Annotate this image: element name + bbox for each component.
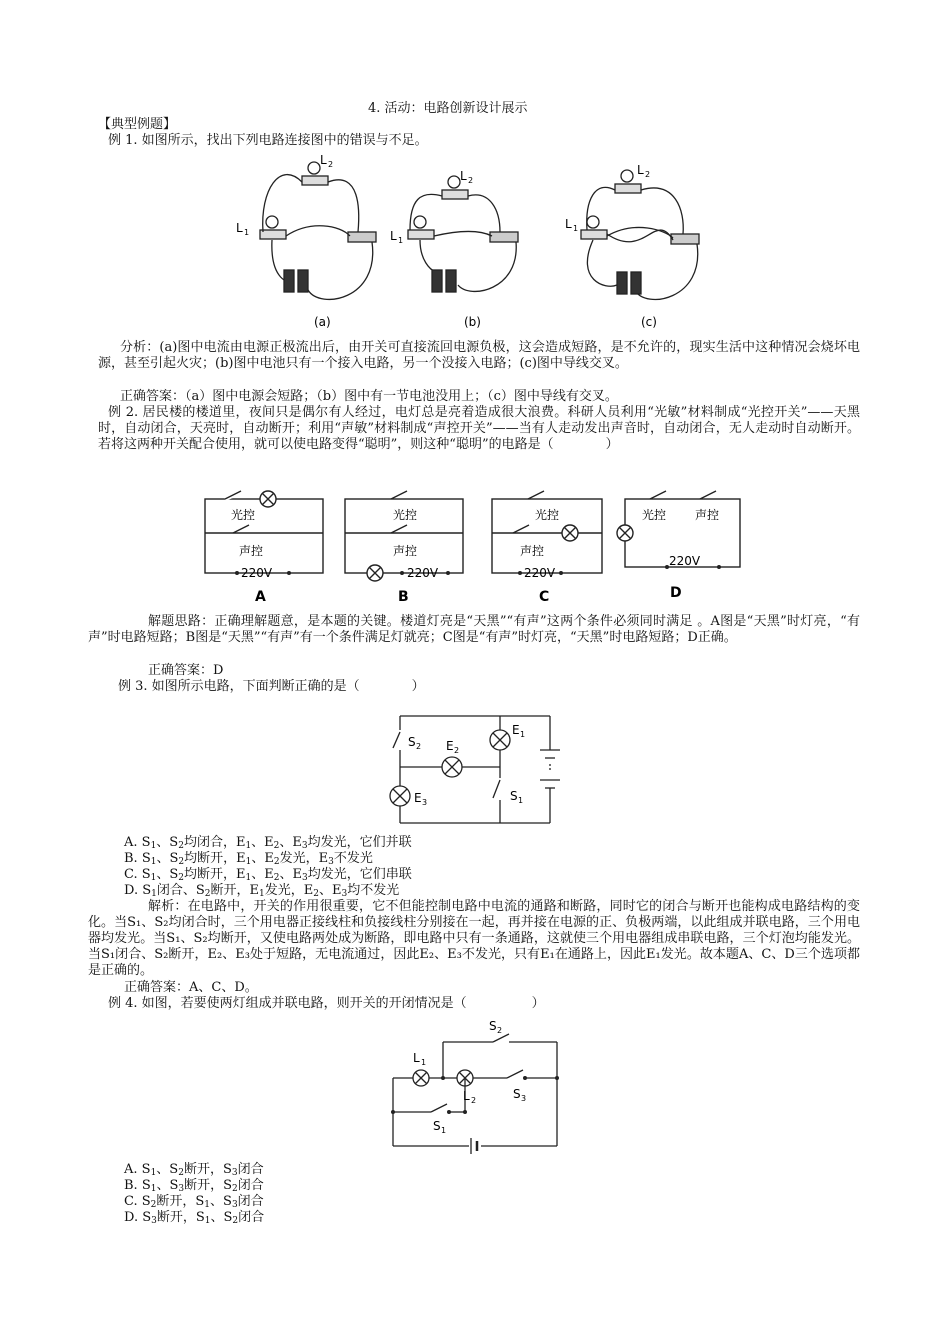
ex1a-l1-label: L <box>236 221 243 235</box>
ex2b-guang-label: 光控 <box>393 508 418 522</box>
ex4-s2-sub: 2 <box>497 1026 503 1035</box>
ex3-question: 例 3. 如图所示电路，下面判断正确的是（ ） <box>118 679 425 694</box>
ex2-caption-b: B <box>398 589 409 605</box>
ex2a-sheng-label: 声控 <box>239 544 264 558</box>
ex3-analysis: 解析：在电路中，开关的作用很重要，它不但能控制电路中电流的通路和断路，同时它的闭合与断开也能构成电路结构的变化。当S₁、S₂均闭合时，三个用电器正接线柱和负接线柱分别接在一起，再并接在电源的正、负极两端，以此组成并联电路，三个用电器均发光。当S₁、S₂均断开，又使电路两处成为断路，即电路中只有一条通路，这就使三个用电器组成串联电路，三个灯泡均能发光。当S₁闭合、S₂断开，E₂、E₃处于短路，无电流通过，因此E₂、E₃不发光，只有E₁在通路上，因此E₁发光。故本题A、C、D三个选项都是正确的。 <box>88 899 860 978</box>
section-heading: 【典型例题】 <box>98 117 177 132</box>
ex2b-sheng-label: 声控 <box>393 544 418 558</box>
ex1-caption-a: (a) <box>314 315 331 329</box>
ex2c-guang-label: 光控 <box>535 508 560 522</box>
ex1c-l1-label: L <box>565 217 572 231</box>
ex3-circuit-diagram <box>380 708 570 833</box>
ex2c-sheng-label: 声控 <box>520 544 545 558</box>
ex3-e2-sub: 2 <box>454 746 460 755</box>
ex3-s1-sub: 1 <box>518 796 524 805</box>
ex3-e3-label: E <box>414 791 422 805</box>
ex3-s2-sub: 2 <box>416 742 422 751</box>
ex2a-guang-label: 光控 <box>231 508 256 522</box>
ex3-answer: 正确答案：A、C、D。 <box>124 980 258 995</box>
ex2c-voltage-label: 220V <box>524 566 556 580</box>
ex3-s1-label: S <box>510 789 518 803</box>
ex2-caption-a: A <box>255 589 266 605</box>
ex3-option-b: B. $S_1$、$S_2$均断开，$E_1$、$E_2$发光，$E_3$不发光 <box>124 851 373 867</box>
ex2a-voltage-label: 220V <box>241 566 273 580</box>
ex1-caption-c: (c) <box>641 315 657 329</box>
ex4-option-b: B. $S_1$、$S_3$断开，$S_2$闭合 <box>124 1178 264 1194</box>
ex2-analysis: 解题思路：正确理解题意，是本题的关键。楼道灯亮是“天黑”“有声”这两个条件必须同时满足 。A图是“天黑”时灯亮，“有声”时电路短路；B图是“天黑”“有声”有一个条件满足灯就亮；C图是“有声”时灯亮，“天黑”时电路短路；D正确。 <box>88 614 860 645</box>
ex1a-l2-label: L <box>320 153 327 167</box>
ex4-option-d: D. $S_3$断开，$S_1$、$S_2$闭合 <box>124 1210 265 1226</box>
ex2d-voltage-label: 220V <box>669 554 701 568</box>
ex1c-l2-sub: 2 <box>645 170 651 179</box>
ex4-s1-label: S <box>433 1119 441 1133</box>
ex2-question: 例 2. 居民楼的楼道里，夜间只是偶尔有人经过，电灯总是亮着造成很大浪费。科研人员利用“光敏”材料制成“光控开关”——天黑时，自动闭合，天亮时，自动断开；利用“声敏”材料制成“声控开关”——当有人走动发出声音时，自动闭合，无人走动时自动断开。若将这两种开关配合使用，就可以使电路变得“聪明”，则这种“聪明”的电路是（ ） <box>98 405 860 452</box>
ex3-e1-label: E <box>512 723 520 737</box>
ex1-answer: 正确答案：（a）图中电源会短路；（b）图中有一节电池没用上；（c）图中导线有交叉。 <box>120 389 618 404</box>
ex1-question: 例 1. 如图所示，找出下列电路连接图中的错误与不足。 <box>108 133 428 148</box>
ex2d-guang-label: 光控 <box>642 508 667 522</box>
ex2-answer: 正确答案：D <box>148 663 224 678</box>
ex2-caption-c: C <box>539 589 550 605</box>
ex1-analysis: 分析：(a)图中电流由电源正极流出后，由开关可直接流回电源负极，这会造成短路，是不允许的，现实生活中这种情况会烧坏电源，甚至引起火灾；(b)图中电池只有一个接入电路，另一个没接入电路；(c)图中导线交叉。 <box>98 340 860 371</box>
ex4-s2-label: S <box>489 1019 497 1033</box>
ex3-option-a: A. $S_1$、$S_2$均闭合，$E_1$、$E_2$、$E_3$均发光，它们并联 <box>124 835 412 851</box>
ex2d-sheng-label: 声控 <box>695 508 720 522</box>
ex2-caption-d: D <box>670 585 682 601</box>
ex3-option-c: C. $S_1$、$S_2$均断开，$E_1$、$E_2$、$E_3$均发光，它们串联 <box>124 867 412 883</box>
ex4-l1-label: L <box>413 1051 420 1065</box>
ex3-option-d: D. $S_1$闭合、$S_2$断开，$E_1$发光，$E_2$、$E_3$均不发光 <box>124 883 400 899</box>
page-title: 4. 活动：电路创新设计展示 <box>368 101 528 116</box>
ex4-s1-sub: 1 <box>441 1126 447 1135</box>
ex1b-l2-label: L <box>460 169 467 183</box>
ex1a-l2-sub: 2 <box>328 160 334 169</box>
ex3-e2-label: E <box>446 739 454 753</box>
ex1a-l1-sub: 1 <box>244 228 250 237</box>
ex4-option-c: C. $S_2$断开，$S_1$、$S_3$闭合 <box>124 1194 264 1210</box>
ex1c-l2-label: L <box>637 163 644 177</box>
ex4-s3-label: S <box>513 1087 521 1101</box>
ex2b-voltage-label: 220V <box>407 566 439 580</box>
ex4-s3-sub: 3 <box>521 1094 527 1103</box>
ex4-l2-label: L <box>463 1089 470 1103</box>
ex1c-l1-sub: 1 <box>573 224 579 233</box>
ex1b-l1-sub: 1 <box>398 236 404 245</box>
ex1b-l2-sub: 2 <box>468 176 474 185</box>
ex1-circuit-b <box>390 150 530 330</box>
ex4-question: 例 4. 如图，若要使两灯组成并联电路，则开关的开闭情况是（ ） <box>108 996 545 1011</box>
ex4-l1-sub: 1 <box>421 1058 427 1067</box>
ex2-circuit-diagrams <box>195 485 755 605</box>
ex1b-l1-label: L <box>390 229 397 243</box>
ex3-s2-label: S <box>408 735 416 749</box>
ex4-circuit-diagram <box>385 1019 575 1157</box>
ex1-circuit-c <box>565 150 715 330</box>
ex1-circuit-a <box>230 150 380 330</box>
ex3-e3-sub: 3 <box>422 798 428 807</box>
ex4-option-a: A. $S_1$、$S_2$断开，$S_3$闭合 <box>124 1162 264 1178</box>
ex3-e1-sub: 1 <box>520 730 526 739</box>
ex1-caption-b: (b) <box>464 315 481 329</box>
ex4-l2-sub: 2 <box>471 1096 477 1105</box>
